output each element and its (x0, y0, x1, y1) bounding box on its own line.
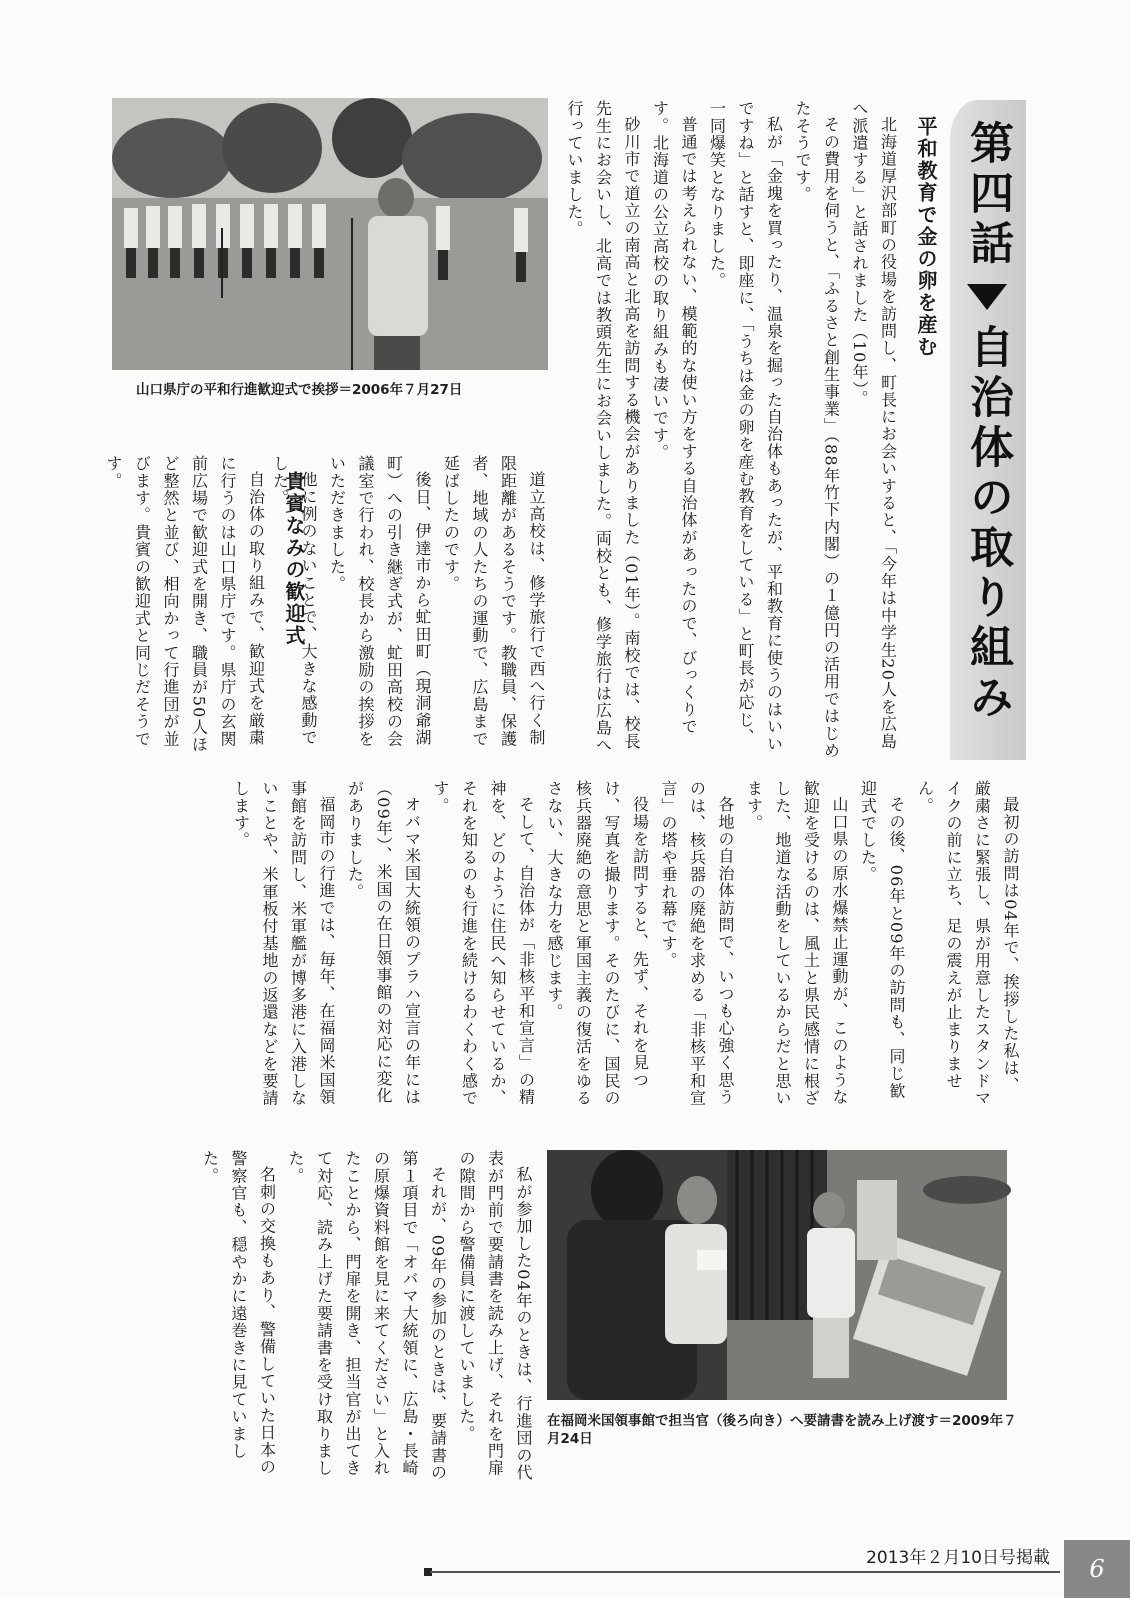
photo-welcome-ceremony-caption: 山口県庁の平和行進歓迎式で挨拶＝2006年７月27日 (136, 382, 463, 398)
section2-text-bottom (112, 1150, 537, 1490)
section1-paragraph: その費用を伺うと、「ふるさと創生事業」（88年竹下内閣）の１億円の活用ではじめたそうです。 (793, 100, 841, 760)
section2-text (104, 455, 308, 760)
section1-paragraph: 他に例のないことで、大きな感動でした。 (270, 455, 318, 747)
publication-date: 2013年２月10日号掲載 (866, 1548, 1050, 1568)
section2-paragraph: その後、06年と09年の訪問も、同じ歓迎式でした。 (858, 780, 906, 1100)
title-arrow-icon (967, 284, 1007, 310)
section2-paragraph: 名刺の交換もあり、警備していた日本の警察官も、穏やかに遠巻きに見ていました。 (200, 1150, 277, 1476)
title-part: 第四話 (962, 120, 1013, 270)
section1-paragraph: 後日、伊達市から虻田町（現洞爺湖町）への引き継ぎ式が、虻田高校の会議室で行われ、校長から激励の挨拶をいただきました。 (327, 455, 432, 748)
section2-paragraph: オバマ米国大統領のプラハ宣言の年には（09年）、米国の在日領事館の対応に変化がありました。 (345, 780, 422, 1106)
photo-consulate (547, 1150, 1007, 1400)
photo-consulate-caption: 在福岡米国領事館で担当官（後ろ向き）へ要請書を読み上げ渡す＝2009年７月24日 (547, 1413, 1017, 1447)
section1-paragraph: 普通では考えられない、模範的な使い方をする自治体があったので、びっくりです。北海道の公立高校の取り組みも凄いです。 (650, 100, 698, 736)
footer-rule (430, 1571, 1060, 1573)
photo-welcome-ceremony (112, 98, 548, 370)
section1-paragraph: 道立高校は、修学旅行で西へ行く制限距離があるそうです。教職員、保護者、地域の人たちの運動で、広島まで延ばしたのです。 (441, 455, 546, 748)
section1-heading: 平和教育で金の卵を産む (914, 116, 938, 358)
section2-paragraph: それが、09年の参加のときは、要請書の第１項目で「オバマ大統領に、広島・長崎の原爆資料館を見に来てください」と入れたことから、門扉を開き、担当官が出てきて対応、読み上げた要請書を受け取りました。 (286, 1150, 448, 1482)
section1-paragraph: 私が「金塊を買ったり、温泉を掘った自治体もあったが、平和教育に使うのはいいですね」と話すと、即座に、「うちは金の卵を産む教育をしている」と町長が応じ、一同爆笑となりました。 (707, 100, 784, 753)
section2-paragraph: そして、自治体が「非核平和宣言」の精神を、どのように住民へ知らせているか、それを知るのも行進を続けるわくわく感です。 (431, 780, 536, 1107)
section2-paragraph: 各地の自治体訪問で、いつも心強く思うのは、核兵器の廃絶を求める「非核平和宣言」の塔や垂れ幕です。 (659, 780, 735, 1107)
page-number: 6 (1064, 1540, 1130, 1598)
article-title (962, 120, 1012, 724)
section2-paragraph: 山口県の原水爆禁止運動が、このような歓迎を受けるのは、風土と県民感情に根ざした、地道な活動をしているからだと思います。 (744, 780, 849, 1107)
section2-paragraph: 役場を訪問すると、先ず、それを見つけ、写真を撮ります。そのたびに、国民の核兵器廃絶の意思と軍国主義の復活をゆるさない、大きな力を感じます。 (545, 780, 650, 1107)
section2-heading: 貴賓なみの歓迎式 (282, 471, 306, 647)
photo-consulate-image (547, 1150, 1007, 1400)
section2-paragraph: 私が参加した04年のときは、行進団の代表が門前で要請書を読み上げ、それを門扉の隙間から警備員に渡していました。 (457, 1150, 533, 1482)
section1-paragraph: 砂川市で道立の南高と北高を訪問する機会がありました（01年）。南校では、校長先生にお会いし、北高では教頭先生にお会いしました。両校とも、修学旅行は広島へ行っていました。 (565, 100, 641, 754)
photo-welcome-ceremony-image (112, 98, 548, 370)
section2-paragraph: 福岡市の行進では、毎年、在福岡米国領事館を訪問し、米軍艦が博多港に入港しないことや、米軍板付基地の返還などを要請します。 (231, 780, 336, 1107)
title-main: 自治体の取り組み (962, 324, 1013, 724)
section1-paragraph: 北海道厚沢部町の役場を訪問し、町長にお会いすると、「今年は中学生20人を広島へ派遣する」と話されました（10年）。 (850, 100, 898, 750)
section1-text (555, 100, 940, 762)
section2-paragraph: 自治体の取り組みで、歓迎式を厳粛に行うのは山口県庁です。県庁の玄関前広場で歓迎式を開き、職員が50人ほど整然と並び、相向かって行進団が並びます。貴賓の歓迎式と同じだそうです。 (104, 455, 266, 753)
section2-text-middle (112, 780, 1024, 1110)
section2-paragraph: 最初の訪問は04年で、挨拶した私は、厳粛さに緊張し、県が用意したスタンドマイクの前に立ち、足の震えが止まりません。 (915, 780, 1020, 1107)
